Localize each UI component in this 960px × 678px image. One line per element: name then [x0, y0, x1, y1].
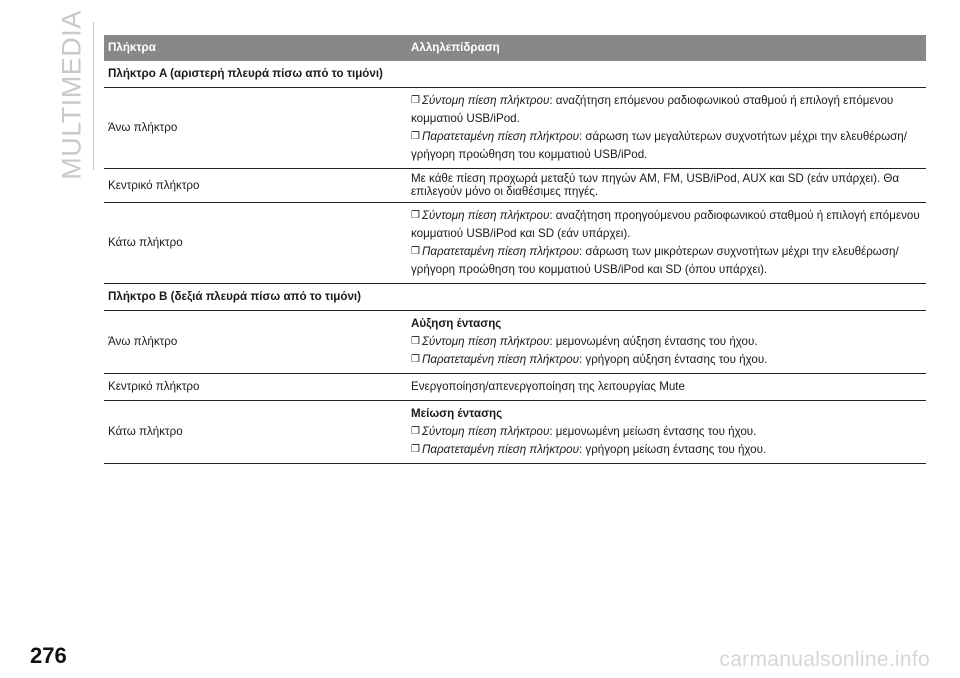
bullet-item — [411, 351, 922, 369]
press-type-label: Σύντομη πίεση πλήκτρου — [421, 335, 550, 349]
group-row-a — [104, 61, 926, 87]
table-header-row — [104, 35, 926, 61]
section-tab-label: MULTIMEDIA — [56, 10, 87, 180]
press-type-label: Παρατεταμένη πίεση πλήκτρου — [421, 245, 579, 259]
table-row — [104, 203, 926, 284]
checkbox-bullet-icon: ❒ — [411, 354, 420, 366]
group-row-b — [104, 284, 926, 311]
table-row — [104, 401, 926, 464]
interaction-cell — [407, 87, 926, 168]
bullet-item — [411, 92, 922, 128]
key-name: Άνω πλήκτρο — [104, 311, 407, 374]
press-type-label: Σύντομη πίεση πλήκτρου — [421, 93, 550, 107]
column-header-interaction: Αλληλεπίδραση — [407, 35, 926, 61]
checkbox-bullet-icon: ❒ — [411, 210, 420, 222]
press-description: : σάρωση των μεγαλύτερων συχνοτήτων μέχρι την ελευθέρωση/γρήγορη προώθηση του κομματιού USB/iPod. — [411, 129, 907, 161]
bullet-item — [411, 333, 922, 351]
table-row — [104, 87, 926, 168]
controls-table — [104, 35, 926, 464]
bullet-item — [411, 243, 922, 279]
bullet-item — [411, 441, 922, 459]
checkbox-bullet-icon: ❒ — [411, 246, 420, 258]
bullet-item — [411, 423, 922, 441]
bullet-item — [411, 128, 922, 164]
page-number: 276 — [30, 643, 67, 668]
press-description: : σάρωση των μικρότερων συχνοτήτων μέχρι την ελευθέρωση/γρήγορη προώθηση του κομματιού USB/iPod και SD (όπου υπάρχει). — [411, 245, 899, 277]
press-type-label: Σύντομη πίεση πλήκτρου — [421, 425, 550, 438]
table-row — [104, 311, 926, 374]
press-description: : αναζήτηση προηγούμενου ραδιοφωνικού σταθμού ή επιλογή επόμενου κομματιού USB/iPod και SD (εάν υπάρχει). — [411, 209, 920, 241]
checkbox-bullet-icon: ❒ — [411, 443, 420, 455]
key-name: Άνω πλήκτρο — [104, 87, 407, 168]
key-name: Κεντρικό πλήκτρο — [104, 374, 407, 401]
interaction-cell: Με κάθε πίεση προχωρά μεταξύ των πηγών AM, FM, USB/iPod, AUX και SD (εάν υπάρχει). Θα επιλεγούν μόνο οι διαθέσιμες πηγές. — [407, 168, 926, 203]
press-type-label: Παρατεταμένη πίεση πλήκτρου — [421, 129, 579, 143]
column-header-keys: Πλήκτρα — [104, 35, 407, 61]
bullet-item — [411, 207, 922, 243]
key-name: Κεντρικό πλήκτρο — [104, 168, 407, 203]
press-type-label: Παρατεταμένη πίεση πλήκτρου — [421, 353, 579, 367]
section-tab — [52, 10, 92, 180]
table-row — [104, 168, 926, 203]
key-name: Κάτω πλήκτρο — [104, 203, 407, 284]
checkbox-bullet-icon: ❒ — [411, 336, 420, 348]
checkbox-bullet-icon: ❒ — [411, 426, 420, 437]
table-row — [104, 374, 926, 401]
press-type-label: Σύντομη πίεση πλήκτρου — [421, 209, 550, 223]
checkbox-bullet-icon: ❒ — [411, 94, 420, 106]
section-divider — [93, 22, 94, 170]
press-type-label: Παρατεταμένη πίεση πλήκτρου — [421, 442, 579, 456]
key-name: Κάτω πλήκτρο — [104, 401, 407, 464]
interaction-cell — [407, 311, 926, 374]
function-heading: Μείωση έντασης — [411, 407, 503, 421]
function-heading: Αύξηση έντασης — [411, 317, 502, 331]
press-description: : γρήγορη αύξηση έντασης του ήχου. — [578, 353, 768, 367]
press-description: : μεμονωμένη μείωση έντασης του ήχου. — [549, 425, 757, 438]
interaction-cell — [407, 203, 926, 284]
checkbox-bullet-icon: ❒ — [411, 130, 420, 142]
watermark: carmanualsonline.info — [719, 648, 930, 671]
press-description: : μεμονωμένη αύξηση έντασης του ήχου. — [549, 335, 758, 349]
press-description: : αναζήτηση επόμενου ραδιοφωνικού σταθμού ή επιλογή επόμενου κομματιού USB/iPod. — [411, 93, 894, 125]
interaction-cell — [407, 401, 926, 464]
press-description: : γρήγορη μείωση έντασης του ήχου. — [578, 442, 767, 456]
group-title-a: Πλήκτρο A (αριστερή πλευρά πίσω από το τιμόνι) — [104, 61, 407, 87]
group-title-b: Πλήκτρο B (δεξιά πλευρά πίσω από το τιμόνι) — [104, 284, 926, 311]
interaction-cell: Ενεργοποίηση/απενεργοποίηση της λειτουργίας Mute — [407, 374, 926, 401]
